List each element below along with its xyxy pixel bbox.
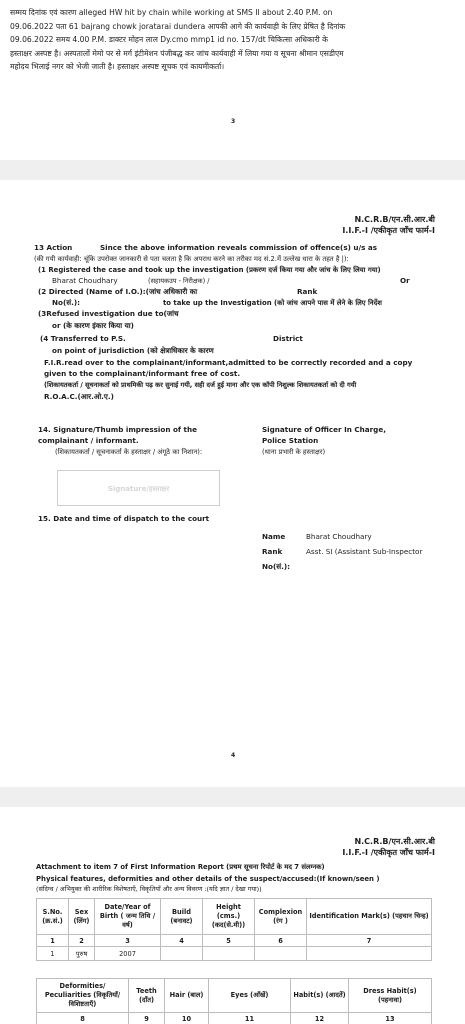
form-header bbox=[342, 214, 435, 236]
item-4-cont: on point of jurisdiction (को क्षेत्राधिकार के कारण bbox=[52, 346, 214, 355]
col-dob: Date/Year of Birth ( जन्म तिथि / वर्ष) bbox=[95, 899, 161, 935]
col-teeth: Teeth (दाँत) bbox=[129, 979, 165, 1013]
table-cell: 2007 bbox=[95, 947, 161, 961]
suspect-table-1 bbox=[36, 898, 432, 961]
table-header-row bbox=[37, 899, 432, 935]
page1-text bbox=[10, 6, 450, 74]
col-eyes: Eyes (आँखें) bbox=[209, 979, 291, 1013]
header-line2: I.I.F.-I /एकीकृत जाँच फार्म-I bbox=[342, 226, 435, 235]
col-sex: Sex (लिंग) bbox=[69, 899, 95, 935]
table-cell: 9 bbox=[129, 1013, 165, 1024]
dispatch-label: 15. Date and time of dispatch to the court bbox=[38, 514, 210, 523]
table-cell bbox=[203, 947, 255, 961]
page-number: 4 bbox=[231, 752, 236, 759]
table-row bbox=[37, 947, 432, 961]
col-build: Build (बनावट) bbox=[161, 899, 203, 935]
header-line1: N.C.R.B/एन.सी.आर.बी bbox=[354, 837, 435, 846]
physical-features: Physical features, deformities and other details of the suspect/accused:(If known/seen ) bbox=[36, 875, 380, 883]
table-cell: 2 bbox=[69, 935, 95, 947]
action-text: Since the above information reveals commission of offence(s) u/s as bbox=[100, 243, 378, 252]
district-label: District bbox=[273, 334, 303, 343]
signature-complainant-title: 14. Signature/Thumb impression of the complainant / informant. bbox=[38, 425, 197, 445]
table-cell: 12 bbox=[291, 1013, 349, 1024]
table-cell bbox=[307, 947, 432, 961]
col-habits: Habit(s) (आदतें) bbox=[291, 979, 349, 1013]
item-3: (3Refused investigation due to(जांच bbox=[38, 309, 179, 318]
item-2: (2 Directed (Name of I.O.):(जांच अधिकारी का bbox=[38, 287, 198, 296]
col-sno: S.No. (क्र.सं.) bbox=[37, 899, 69, 935]
table-cell: 5 bbox=[203, 935, 255, 947]
officer-role: (सहायकउप - निरीक्षक) / bbox=[148, 277, 210, 285]
or-label: Or bbox=[400, 276, 410, 285]
roac: R.O.A.C.(आर.ओ.ए.) bbox=[44, 392, 114, 401]
fir-read: F.I.R.read over to the complainant/informant,admitted to be correctly recorded and a copy given to the complainant/informant free of cost. bbox=[44, 358, 413, 378]
text-line: महोदय भिलाई नगर को भेजी जाती है। हस्ताक्षर अस्पष्ट सूचक एवं कायमीकर्ता। bbox=[10, 62, 225, 71]
signature-officer-title: Signature of Officer In Charge, Police Station bbox=[262, 425, 386, 445]
item-4: (4 Transferred to P.S. bbox=[40, 334, 126, 343]
table-cell: 1 bbox=[37, 947, 69, 961]
table-cell: 7 bbox=[307, 935, 432, 947]
physical-features-hindi: (संदिग्ध / अभियुक्त की शारीरिक विशेषताएँ, विकृतियाँ और अन्य विवरण :(यदि ज्ञात / देखा गया)) bbox=[36, 885, 262, 893]
table-header-row bbox=[37, 979, 432, 1013]
attachment-text: Attachment to item 7 of First Information Report (प्रथम सूचना रिपोर्ट के मद 7 संलग्नक) bbox=[36, 863, 325, 871]
table-cell: 3 bbox=[95, 935, 161, 947]
table-cell: पुरुष bbox=[69, 947, 95, 961]
item-2-cont: to take up the Investigation (को जांच आपने पास में लेने के लिए निर्देश bbox=[163, 299, 382, 307]
suspect-table-2 bbox=[36, 978, 432, 1024]
page-separator bbox=[0, 160, 465, 180]
no-label: No(सं.): bbox=[52, 298, 80, 307]
table-cell bbox=[161, 947, 203, 961]
form-header bbox=[342, 836, 435, 858]
table-cell: 1 bbox=[37, 935, 69, 947]
action-label: 13 Action bbox=[34, 243, 73, 252]
col-dress-habits: Dress Habit(s) (पहनावा) bbox=[349, 979, 432, 1013]
text-line: 09.06.2022 पता 61 bajrang chowk joratarai dundera आपकी आगे की कार्यवाही के लिए प्रेषित है दिनांक bbox=[10, 21, 346, 31]
action-hindi: (की गयी कार्यवाही: चूंकि उपरोक्त जानकारी से पता चलता है कि अपराध करने का तरीका मद सं.2.में उल्लेख धारा के तहत है |): bbox=[34, 255, 349, 263]
rank-value: Asst. SI (Assistant Sub-Inspector bbox=[306, 547, 423, 556]
text-line: हस्ताक्षर अस्पष्ट है। अस्पतालों मेमो पर से मर्ग इंटीमेशन पंजीबद्ध कर जांच कार्यवाही में लिया गया व सूचना श्रीमान एसडीएम bbox=[10, 48, 344, 58]
signature-complainant-hindi: (शिकायतकर्ता / सूचनाकर्ता के हस्ताक्षर / अंगूठे का निशान): bbox=[55, 448, 203, 456]
name-value: Bharat Choudhary bbox=[306, 532, 372, 541]
page-separator bbox=[0, 787, 465, 807]
item-3-cont: or (के कारण इंकार किया या) bbox=[52, 321, 134, 330]
page-number: 3 bbox=[231, 118, 236, 125]
item-1: (1 Registered the case and took up the investigation (प्रकरण दर्ज किया गया और जांच के लिए लिया गया) bbox=[38, 266, 381, 274]
rank-label-2: Rank bbox=[262, 547, 283, 556]
header-line2: I.I.F.-I /एकीकृत जाँच फार्म-I bbox=[342, 848, 435, 857]
col-deformities: Deformities/ Peculiarities (विकृतियाँ/ विशिष्टताएँ) bbox=[37, 979, 129, 1013]
name-label: Name bbox=[262, 532, 286, 541]
col-height: Height (cms.) (कद(से.मी)) bbox=[203, 899, 255, 935]
col-complexion: Complexion (रंग ) bbox=[255, 899, 307, 935]
table-cell: 11 bbox=[209, 1013, 291, 1024]
table-cell: 13 bbox=[349, 1013, 432, 1024]
fir-hindi: (शिकायतकर्ता / सूचनाकर्ता को प्राथमिकी पढ़ कर सुनाई गयी, सही दर्ज हुई माना और एक कॉपी निशुल्क शिकायतकर्ता को दी गयी bbox=[44, 381, 357, 389]
table-cell: 6 bbox=[255, 935, 307, 947]
table-cell bbox=[255, 947, 307, 961]
header-line1: N.C.R.B/एन.सी.आर.बी bbox=[354, 215, 435, 224]
table-cell: 8 bbox=[37, 1013, 129, 1024]
col-hair: Hair (बाल) bbox=[165, 979, 209, 1013]
signature-officer-hindi: (थाना प्रभारी के हस्ताक्षर) bbox=[262, 448, 326, 456]
signature-placeholder: Signature/हस्ताक्षर bbox=[107, 485, 170, 493]
table-cell: 4 bbox=[161, 935, 203, 947]
col-identification: Identification Mark(s) (पहचान चिन्ह) bbox=[307, 899, 432, 935]
signature-box[interactable] bbox=[57, 470, 220, 506]
text-line: सम्मय दिनांक एवं कारण alleged HW hit by chain while working at SMS II about 2.40 P.M. on bbox=[10, 8, 333, 17]
rank-label: Rank bbox=[297, 287, 318, 296]
table-cell: 10 bbox=[165, 1013, 209, 1024]
table-number-row bbox=[37, 1013, 432, 1024]
table-number-row bbox=[37, 935, 432, 947]
text-line: 09.06.2022 समय 4.00 P.M. डाक्टर मोहन लाल Dy.cmo mmp1 id no. 157/dt चिकित्सा अधिकारी के bbox=[10, 35, 329, 44]
officer-name: Bharat Choudhary bbox=[52, 276, 118, 285]
no-label-2: No(सं.): bbox=[262, 562, 290, 571]
